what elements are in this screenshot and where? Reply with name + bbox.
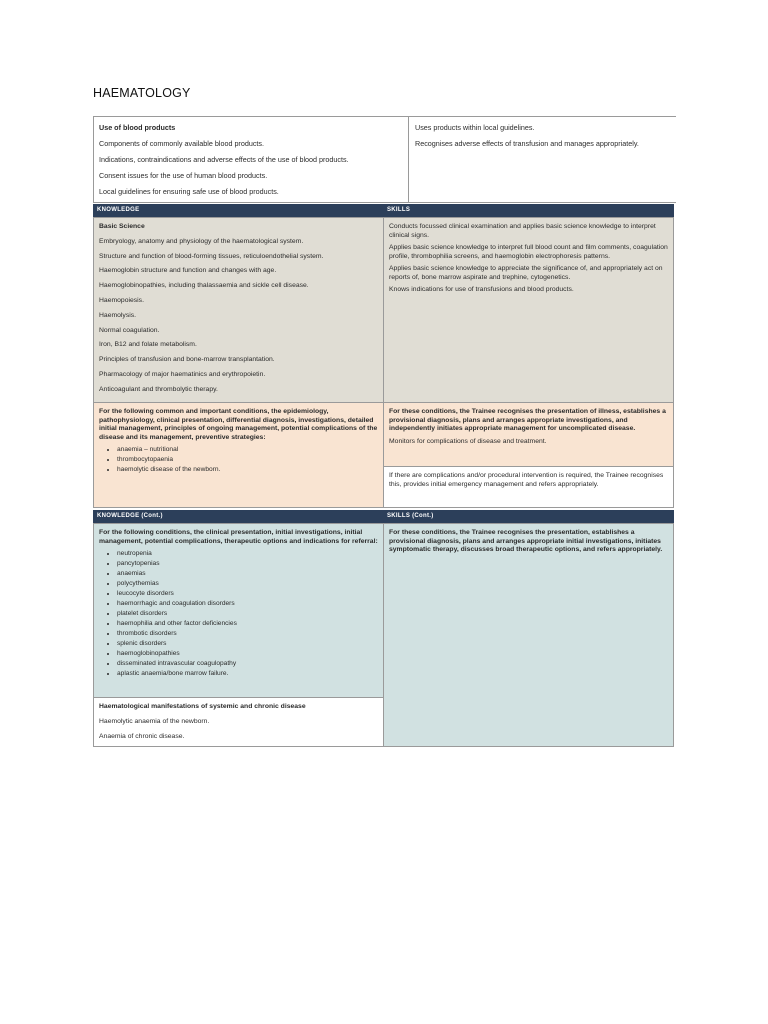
blood-products-skill: Uses products within local guidelines.: [415, 123, 535, 132]
blood-products-skill: Recognises adverse effects of transfusion and manages appropriately.: [415, 139, 639, 148]
further-conditions-intro: For the following conditions, the clinical presentation, initial investigations, initial management, potential complications, therapeutic options and indications for referral:: [99, 529, 378, 545]
list-item: • anaemias: [117, 569, 378, 579]
knowledge-header: KNOWLEDGE: [93, 204, 383, 217]
skill-item: Conducts focussed clinical examination and applies basic science knowledge to interpret clinical signs.: [389, 223, 656, 239]
list-item: • haemolytic disease of the newborn.: [117, 465, 378, 475]
further-conditions-list: [99, 549, 378, 679]
common-conditions-intro: For the following common and important conditions, the epidemiology, pathophysiology, clinical presentation, differential diagnosis, investigations, detailed initial management, principles of ongoing management, potential complications of the disease and its management, preventive strategies:: [99, 408, 378, 441]
blood-products-item: Consent issues for the use of human blood products.: [99, 171, 268, 180]
knowledge-item: Structure and function of blood-forming tissues, reticuloendothelial system.: [99, 252, 324, 260]
complications-cell: [383, 466, 674, 508]
further-skills-text: For these conditions, the Trainee recognises the presentation, establishes a provisional diagnosis, plans and arranges appropriate initial investigations, initiates symptomatic therapy, discusses broad therapeutic options, and refers appropriately.: [389, 529, 663, 553]
manifestations-title: Haematological manifestations of systemic and chronic disease: [99, 703, 306, 710]
basic-science-cell: [93, 217, 384, 403]
knowledge-item: Haemolysis.: [99, 311, 137, 319]
knowledge-item: Embryology, anatomy and physiology of the haematological system.: [99, 237, 304, 245]
page-title: HAEMATOLOGY: [93, 86, 191, 100]
list-item: • thrombocytopaenia: [117, 455, 378, 465]
list-item: • disseminated intravascular coagulopathy: [117, 659, 378, 669]
basic-science-title: Basic Science: [99, 223, 145, 230]
manifestation-item: Haemolytic anaemia of the newborn.: [99, 717, 210, 725]
list-item: • splenic disorders: [117, 639, 378, 649]
skill-item: Applies basic science knowledge to interpret full blood count and film comments, coagulation profile, thrombophilia screens, and haemoglobin electrophoresis patterns.: [389, 244, 668, 260]
skills-header: SKILLS: [383, 204, 674, 217]
blood-products-item: Components of commonly available blood products.: [99, 139, 265, 148]
list-item: • leucocyte disorders: [117, 589, 378, 599]
complications-text: If there are complications and/or procedural intervention is required, the Trainee recognises this, provides initial emergency management and refers appropriately.: [389, 472, 664, 488]
blood-products-item: Indications, contraindications and adverse effects of the use of blood products.: [99, 155, 349, 164]
knowledge-item: Iron, B12 and folate metabolism.: [99, 341, 197, 349]
conditions-skills-text: For these conditions, the Trainee recognises the presentation of illness, establishes a provisional diagnosis, plans and arranges appropriate investigations, and independently initiates appropriate management for uncomplicated disease.: [389, 408, 666, 432]
knowledge-item: Normal coagulation.: [99, 326, 160, 334]
knowledge-item: Haemoglobinopathies, including thalassaemia and sickle cell disease.: [99, 282, 309, 290]
monitors-text: Monitors for complications of disease and treatment.: [389, 437, 547, 445]
blood-products-title: Use of blood products: [99, 123, 176, 132]
knowledge-item: Anticoagulant and thrombolytic therapy.: [99, 385, 218, 393]
list-item: • pancytopenias: [117, 559, 378, 569]
knowledge-cont-header: KNOWLEDGE (Cont.): [93, 510, 383, 523]
common-conditions-cell: [93, 402, 384, 508]
common-conditions-list: [99, 445, 378, 475]
list-item: • haemorrhagic and coagulation disorders: [117, 599, 378, 609]
basic-science-skills-cell: [383, 217, 674, 403]
list-item: • haemophilia and other factor deficiencies: [117, 619, 378, 629]
common-conditions-skills-cell: [383, 402, 674, 467]
skills-cont-header: SKILLS (Cont.): [383, 510, 674, 523]
knowledge-item: Principles of transfusion and bone-marrow transplantation.: [99, 356, 275, 364]
systemic-manifestations-cell: [93, 697, 384, 747]
further-conditions-cell: [93, 523, 384, 698]
blood-products-skills: [410, 117, 676, 202]
list-item: • polycythemias: [117, 579, 378, 589]
list-item: • anaemia – nutritional: [117, 445, 378, 455]
list-item: • haemoglobinopathies: [117, 649, 378, 659]
knowledge-item: Haemopoiesis.: [99, 296, 144, 304]
further-conditions-skills-cell: [383, 523, 674, 747]
knowledge-item: Haemoglobin structure and function and changes with age.: [99, 267, 277, 275]
list-item: • neutropenia: [117, 549, 378, 559]
manifestation-item: Anaemia of chronic disease.: [99, 732, 185, 740]
list-item: • aplastic anaemia/bone marrow failure.: [117, 669, 378, 679]
list-item: • thrombotic disorders: [117, 629, 378, 639]
blood-products-item: Local guidelines for ensuring safe use of blood products.: [99, 187, 279, 196]
skill-item: Applies basic science knowledge to appreciate the significance of, and appropriately act on reports of, bone marrow aspirate and trephine, cytogenetics.: [389, 265, 663, 281]
knowledge-item: Pharmacology of major haematinics and erythropoietin.: [99, 370, 266, 378]
blood-products-knowledge: [94, 117, 409, 202]
skill-item: Knows indications for use of transfusions and blood products.: [389, 286, 574, 293]
blood-products-table: [93, 116, 676, 203]
list-item: • platelet disorders: [117, 609, 378, 619]
